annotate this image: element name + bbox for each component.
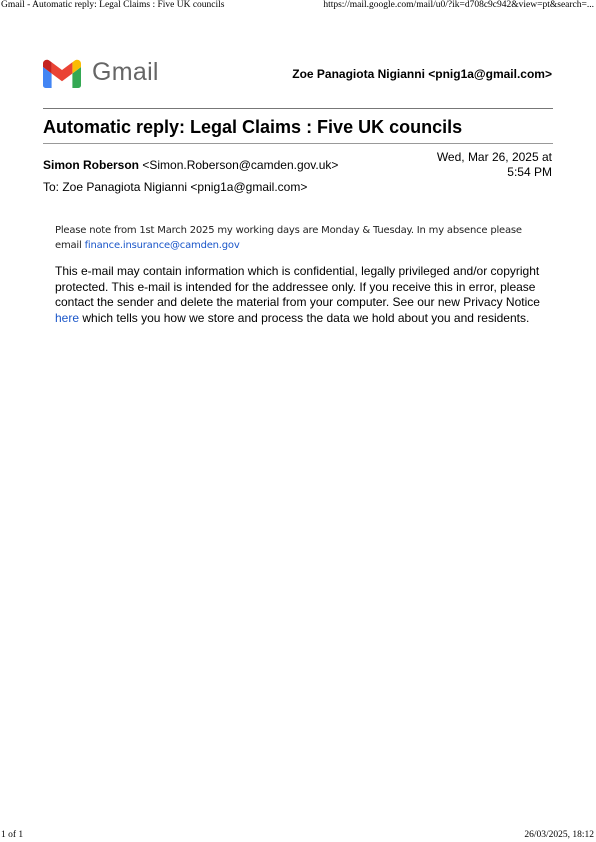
- disclaimer-text-end: which tells you how we store and process the data we hold about you and residents.: [82, 310, 530, 325]
- message-date: [392, 150, 552, 180]
- print-header: [0, 0, 596, 14]
- message-date-time: 5:54 PM: [507, 165, 552, 179]
- print-footer: [0, 830, 596, 842]
- print-header-url: https://mail.google.com/mail/u0/?ik=d708c9c942&view=pt&search=...: [323, 0, 594, 10]
- notice-text: Please note from 1st March 2025 my working days are Monday & Tuesday. In my absence please email: [55, 225, 522, 251]
- message-date-day: Wed, Mar 26, 2025 at: [436, 150, 552, 164]
- sender-name: Simon Roberson: [43, 158, 140, 172]
- print-header-title: Gmail - Automatic reply: Legal Claims : Five UK councils: [1, 0, 225, 10]
- header-divider: [43, 108, 553, 109]
- print-timestamp: 26/03/2025, 18:12: [524, 830, 594, 840]
- gmail-logo-icon: [43, 59, 81, 88]
- page-count: 1 of 1: [1, 830, 24, 840]
- subject-divider: [43, 143, 553, 144]
- account-identity: Zoe Panagiota Nigianni <pnig1a@gmail.com>: [292, 67, 552, 81]
- disclaimer-text: This e-mail may contain information which is confidential, legally privileged and/or copyright protected. This e-mail is intended for the addressee only. If you receive this in error, please contact the sender and delete the material from your computer. See our new Privacy Notice: [55, 264, 540, 309]
- auto-reply-notice: [55, 223, 535, 253]
- email-subject: Automatic reply: Legal Claims : Five UK councils: [43, 117, 463, 137]
- privacy-notice-link[interactable]: here: [55, 310, 80, 325]
- notice-email-link[interactable]: finance.insurance@camden.gov: [84, 240, 240, 251]
- sender-line: [43, 158, 338, 172]
- sender-email: <Simon.Roberson@camden.gov.uk>: [142, 158, 339, 172]
- email-disclaimer: [55, 264, 545, 326]
- recipient-line: To: Zoe Panagiota Nigianni <pnig1a@gmail.com>: [43, 180, 308, 194]
- gmail-wordmark: Gmail: [92, 58, 159, 86]
